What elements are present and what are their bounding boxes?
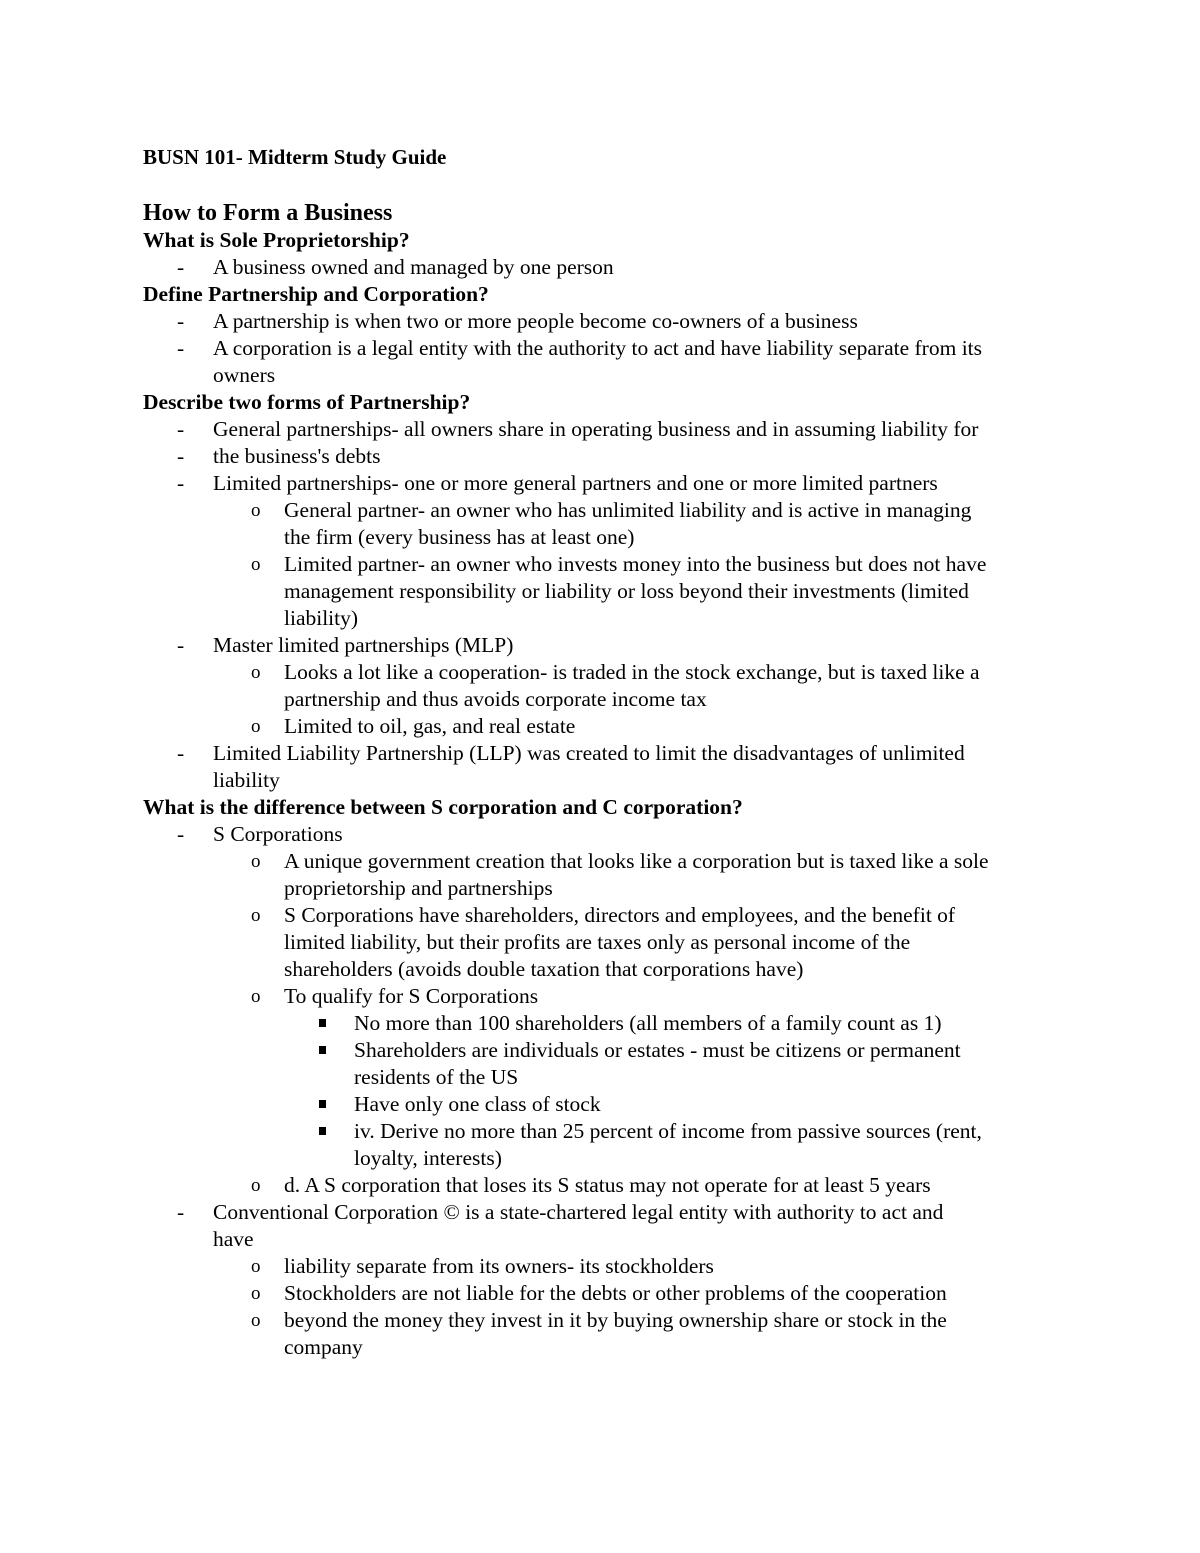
document-title xyxy=(143,144,1083,171)
circle-bullet-icon: o xyxy=(251,1256,261,1277)
dash-bullet-icon: - xyxy=(177,633,185,657)
square-bullet-icon xyxy=(319,1118,326,1145)
circle-bullet-icon: o xyxy=(251,905,261,926)
sub-bullet-item xyxy=(143,983,1083,1010)
text-line: A unique government creation that looks like a corporation but is taxed like a sole xyxy=(284,849,989,873)
square-bullet-icon xyxy=(319,1037,326,1064)
dash-bullet-icon: - xyxy=(177,336,185,360)
circle-bullet-icon: o xyxy=(251,1283,261,1304)
text-line: beyond the money they invest in it by buying ownership share or stock in the xyxy=(284,1308,947,1332)
text-line: No more than 100 shareholders (all members of a family count as 1) xyxy=(354,1011,942,1035)
text-line: Limited to oil, gas, and real estate xyxy=(284,714,576,738)
square-bullet-icon xyxy=(319,1091,326,1118)
square-bullet-icon xyxy=(319,1010,326,1037)
circle-bullet-icon: o xyxy=(251,716,261,737)
sub-bullet-item xyxy=(143,1253,1083,1280)
circle-bullet-icon: o xyxy=(251,662,261,683)
text-line: proprietorship and partnerships xyxy=(284,876,553,900)
sub-sub-bullet-item xyxy=(143,1091,1083,1118)
text-line: General partnerships- all owners share in operating business and in assuming liability for xyxy=(213,417,979,441)
text-line: iv. Derive no more than 25 percent of income from passive sources (rent, xyxy=(354,1119,982,1143)
dash-bullet-icon: - xyxy=(177,309,185,333)
sub-bullet-item xyxy=(143,1172,1083,1199)
bullet-item xyxy=(143,1199,1083,1253)
sub-bullet-item xyxy=(143,1307,1083,1361)
bullet-item xyxy=(143,740,1083,794)
text-line: the firm (every business has at least one) xyxy=(284,525,635,549)
text-line: Limited partnerships- one or more general partners and one or more limited partners xyxy=(213,471,938,495)
section-heading xyxy=(143,200,1083,227)
text-line: Looks a lot like a cooperation- is traded in the stock exchange, but is taxed like a xyxy=(284,660,980,684)
dash-bullet-icon: - xyxy=(177,822,185,846)
circle-bullet-icon: o xyxy=(251,500,261,521)
circle-bullet-icon: o xyxy=(251,986,261,1007)
text-line: A partnership is when two or more people become co-owners of a business xyxy=(213,309,858,333)
sub-bullet-item xyxy=(143,659,1083,713)
square-bullet-icon xyxy=(319,1019,326,1027)
sub-bullet-item xyxy=(143,713,1083,740)
sub-bullet-item xyxy=(143,497,1083,551)
text-line: liability) xyxy=(284,606,359,630)
text-line: loyalty, interests) xyxy=(354,1146,502,1170)
text-line: liability separate from its owners- its stockholders xyxy=(284,1254,714,1278)
circle-bullet-icon: o xyxy=(251,1310,261,1331)
circle-bullet-icon: o xyxy=(251,554,261,575)
dash-bullet-icon: - xyxy=(177,444,185,468)
dash-bullet-icon: - xyxy=(177,417,185,441)
sub-bullet-item xyxy=(143,551,1083,632)
bullet-item xyxy=(143,254,1083,281)
document-body xyxy=(143,200,1083,1361)
text-line: have xyxy=(213,1227,254,1251)
text-line: A business owned and managed by one person xyxy=(213,255,614,279)
text-line: residents of the US xyxy=(354,1065,519,1089)
dash-bullet-icon: - xyxy=(177,255,185,279)
question-heading xyxy=(143,794,1083,821)
bullet-item xyxy=(143,470,1083,497)
text-line: To qualify for S Corporations xyxy=(284,984,539,1008)
text-line: Master limited partnerships (MLP) xyxy=(213,633,514,657)
square-bullet-icon xyxy=(319,1100,326,1108)
text-line: S Corporations have shareholders, directors and employees, and the benefit of xyxy=(284,903,956,927)
sub-bullet-item xyxy=(143,902,1083,983)
sub-sub-bullet-item xyxy=(143,1037,1083,1091)
bullet-item xyxy=(143,416,1083,443)
text-line: owners xyxy=(213,363,276,387)
circle-bullet-icon: o xyxy=(251,1175,261,1196)
bullet-item xyxy=(143,821,1083,848)
document-page xyxy=(143,144,1083,1361)
text-line: A corporation is a legal entity with the authority to act and have liability separate from its xyxy=(213,336,983,360)
text-line: S Corporations xyxy=(213,822,343,846)
text-line: Limited Liability Partnership (LLP) was created to limit the disadvantages of unlimited xyxy=(213,741,965,765)
sub-sub-bullet-item xyxy=(143,1118,1083,1172)
text-line: How to Form a Business xyxy=(143,200,393,226)
text-line: d. A S corporation that loses its S status may not operate for at least 5 years xyxy=(284,1173,931,1197)
text-line: What is the difference between S corporation and C corporation? xyxy=(143,795,743,819)
text-line: limited liability, but their profits are taxes only as personal income of the xyxy=(284,930,911,954)
text-line: the business's debts xyxy=(213,444,381,468)
text-line: Shareholders are individuals or estates - must be citizens or permanent xyxy=(354,1038,961,1062)
text-line: General partner- an owner who has unlimited liability and is active in managing xyxy=(284,498,972,522)
bullet-item xyxy=(143,335,1083,389)
dash-bullet-icon: - xyxy=(177,1200,185,1224)
text-line: management responsibility or liability or loss beyond their investments (limited xyxy=(284,579,969,603)
document-title-text: BUSN 101- Midterm Study Guide xyxy=(143,145,447,169)
bullet-item xyxy=(143,308,1083,335)
text-line: Stockholders are not liable for the debts or other problems of the cooperation xyxy=(284,1281,947,1305)
text-line: What is Sole Proprietorship? xyxy=(143,228,410,252)
text-line: Define Partnership and Corporation? xyxy=(143,282,489,306)
text-line: shareholders (avoids double taxation that corporations have) xyxy=(284,957,804,981)
question-heading xyxy=(143,389,1083,416)
dash-bullet-icon: - xyxy=(177,471,185,495)
text-line: liability xyxy=(213,768,280,792)
text-line: Conventional Corporation © is a state-chartered legal entity with authority to act and xyxy=(213,1200,944,1224)
sub-sub-bullet-item xyxy=(143,1010,1083,1037)
text-line: company xyxy=(284,1335,363,1359)
text-line: Limited partner- an owner who invests money into the business but does not have xyxy=(284,552,987,576)
dash-bullet-icon: - xyxy=(177,741,185,765)
text-line: Have only one class of stock xyxy=(354,1092,601,1116)
square-bullet-icon xyxy=(319,1127,326,1135)
question-heading xyxy=(143,227,1083,254)
sub-bullet-item xyxy=(143,848,1083,902)
circle-bullet-icon: o xyxy=(251,851,261,872)
text-line: Describe two forms of Partnership? xyxy=(143,390,471,414)
sub-bullet-item xyxy=(143,1280,1083,1307)
bullet-item xyxy=(143,443,1083,470)
text-line: partnership and thus avoids corporate income tax xyxy=(284,687,707,711)
square-bullet-icon xyxy=(319,1046,326,1054)
bullet-item xyxy=(143,632,1083,659)
question-heading xyxy=(143,281,1083,308)
